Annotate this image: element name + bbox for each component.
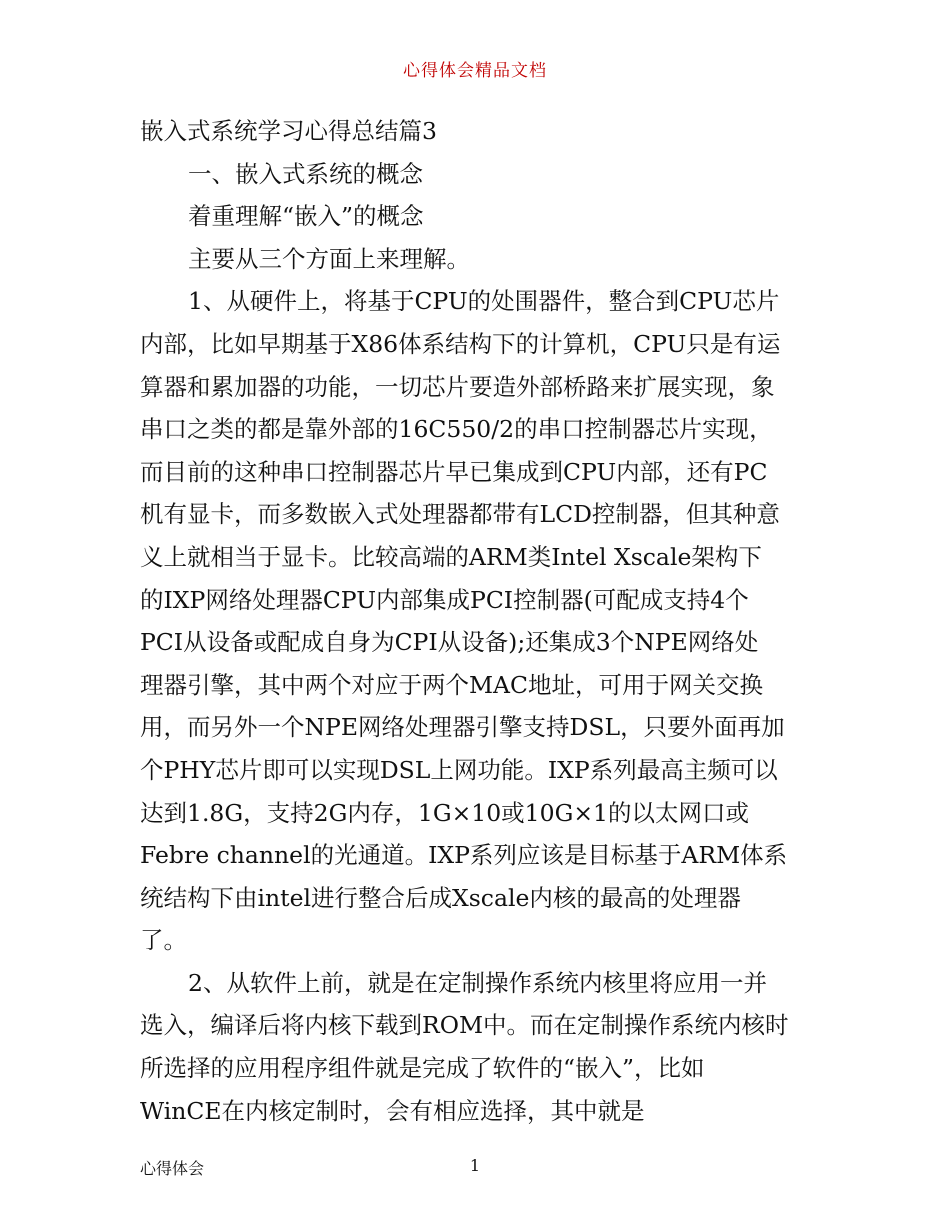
paragraph-line: 选入，编译后将内核下载到ROM中。而在定制操作系统内核时 — [140, 1011, 789, 1040]
paragraph-line: 所选择的应用程序组件就是完成了软件的“嵌入”，比如 — [140, 1054, 705, 1083]
paragraph-line: 1、从硬件上，将基于CPU的处围器件，整合到CPU芯片 — [188, 287, 780, 316]
document-body — [140, 110, 812, 1132]
paragraph-line: 串口之类的都是靠外部的16C550/2的串口控制器芯片实现， — [140, 415, 773, 444]
paragraph-line: 个PHY芯片即可以实现DSL上网功能。IXP系列最高主频可以 — [140, 755, 778, 784]
footer-label: 心得体会 — [140, 1159, 205, 1178]
paragraph-line: 义上就相当于显卡。比较高端的ARM类Intel Xscale架构下 — [140, 542, 762, 571]
paragraph-line: 2、从软件上前，就是在定制操作系统内核里将应用一并 — [188, 968, 767, 997]
page-header-title: 心得体会精品文档 — [403, 61, 547, 81]
paragraph-line: Febre channel的光通道。IXP系列应该是目标基于ARM体系 — [140, 841, 788, 870]
paragraph-line: 达到1.8G，支持2G内存，1G×10或10G×1的以太网口或 — [140, 798, 750, 827]
paragraph-line: 而目前的这种串口控制器芯片早已集成到CPU内部，还有PC — [140, 457, 768, 486]
section-heading: 一、嵌入式系统的概念 — [188, 159, 423, 188]
paragraph-line: 理器引擎，其中两个对应于两个MAC地址，可用于网关交换 — [140, 670, 764, 699]
paragraph-line: 的IXP网络处理器CPU内部集成PCI控制器(可配成支持4个 — [140, 585, 749, 614]
paragraph-line: 着重理解“嵌入”的概念 — [188, 202, 424, 231]
paragraph-line: 算器和累加器的功能，一切芯片要造外部桥路来扩展实现，象 — [140, 372, 775, 401]
paragraph-line: 主要从三个方面上来理解。 — [188, 244, 470, 273]
paragraph-line: 内部，比如早期基于X86体系结构下的计算机，CPU只是有运 — [140, 329, 781, 358]
document-title: 嵌入式系统学习心得总结篇3 — [140, 117, 437, 145]
paragraph-line: 机有显卡，而多数嵌入式处理器都带有LCD控制器，但其种意 — [140, 500, 780, 529]
paragraph-line: 了。 — [140, 926, 187, 955]
paragraph-line: PCI从设备或配成自身为CPI从设备);还集成3个NPE网络处 — [140, 628, 759, 657]
paragraph-line: WinCE在内核定制时，会有相应选择，其中就是 — [140, 1096, 645, 1125]
paragraph-line: 用，而另外一个NPE网络处理器引擎支持DSL，只要外面再加 — [140, 713, 785, 742]
paragraph-line: 统结构下由intel进行整合后成Xscale内核的最高的处理器 — [140, 883, 741, 912]
page-number: 1 — [469, 1156, 481, 1175]
